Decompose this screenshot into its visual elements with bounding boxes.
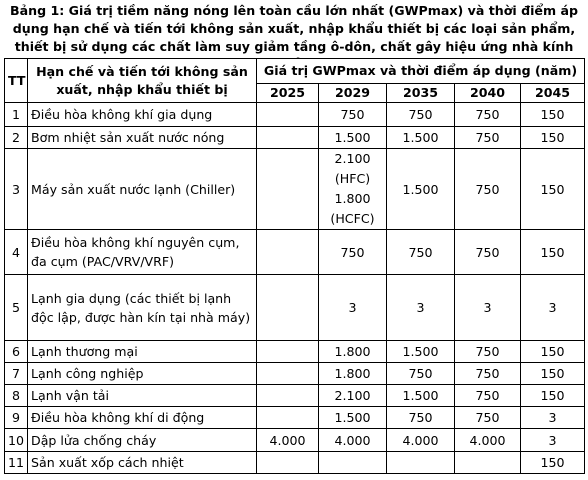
table-row	[5, 341, 585, 363]
cell-2045: 150	[521, 363, 585, 385]
cell-2045: 150	[521, 230, 585, 275]
cell-2025	[257, 452, 319, 474]
table-row	[5, 275, 585, 341]
cell-2025: 4.000	[257, 429, 319, 452]
cell-2029	[319, 452, 387, 474]
cell-2040: 4.000	[455, 429, 521, 452]
cell-2035: 4.000	[387, 429, 455, 452]
cell-name: Lạnh gia dụng (các thiết bị lạnh độc lập, được hàn kín tại nhà máy)	[28, 275, 257, 341]
cell-2045: 3	[521, 429, 585, 452]
cell-2045: 3	[521, 275, 585, 341]
cell-2035	[387, 452, 455, 474]
cell-2035: 1.500	[387, 149, 455, 230]
cell-2035: 750	[387, 407, 455, 429]
cell-2025	[257, 363, 319, 385]
cell-name: Máy sản xuất nước lạnh (Chiller)	[28, 149, 257, 230]
cell-2045: 150	[521, 385, 585, 407]
cell-2029: 750	[319, 230, 387, 275]
cell-tt: 9	[5, 407, 28, 429]
cell-tt: 7	[5, 363, 28, 385]
cell-2035: 750	[387, 363, 455, 385]
cell-2045: 150	[521, 452, 585, 474]
cell-2025	[257, 127, 319, 149]
cell-2040: 750	[455, 341, 521, 363]
cell-2025	[257, 385, 319, 407]
cell-2035: 1.500	[387, 127, 455, 149]
cell-tt: 8	[5, 385, 28, 407]
table-row	[5, 407, 585, 429]
cell-2029: 4.000	[319, 429, 387, 452]
cell-2040: 750	[455, 149, 521, 230]
table-caption: Bảng 1: Giá trị tiềm năng nóng lên toàn cầu lớn nhất (GWPmax) và thời điểm áp dụng hạn chế và tiến tới không sản xuất, nhập khẩu thiết bị các loại sản phẩm, thiết bị sử dụng các chất làm suy giảm tầng ô-dôn, chất gây hiệu ứng nhà kính	[10, 3, 578, 54]
table-row	[5, 363, 585, 385]
cell-2029: 1.800	[319, 341, 387, 363]
cell-tt: 11	[5, 452, 28, 474]
header-year-2035: 2035	[387, 84, 455, 103]
cell-2029: 1.800	[319, 363, 387, 385]
cell-2029: 2.100	[319, 385, 387, 407]
cell-2029-line: (HCFC)	[330, 211, 375, 226]
gwp-table	[4, 58, 585, 474]
cell-2035: 3	[387, 275, 455, 341]
cell-2040: 3	[455, 275, 521, 341]
table-row	[5, 452, 585, 474]
cell-tt: 4	[5, 230, 28, 275]
header-year-2045: 2045	[521, 84, 585, 103]
header-year-2025: 2025	[257, 84, 319, 103]
cell-2040: 750	[455, 103, 521, 127]
cell-2025	[257, 149, 319, 230]
table-row	[5, 103, 585, 127]
cell-2025	[257, 341, 319, 363]
cell-2040: 750	[455, 363, 521, 385]
header-item: Hạn chế và tiến tới không sản xuất, nhập khẩu thiết bị	[28, 59, 257, 103]
cell-name: Lạnh công nghiệp	[28, 363, 257, 385]
cell-name: Điều hòa không khí gia dụng	[28, 103, 257, 127]
cell-2045: 150	[521, 127, 585, 149]
cell-2035: 1.500	[387, 385, 455, 407]
cell-2035: 750	[387, 103, 455, 127]
table-row	[5, 429, 585, 452]
cell-2029-line: 2.100	[334, 151, 371, 166]
cell-2029: 1.500	[319, 407, 387, 429]
cell-2025	[257, 103, 319, 127]
cell-2025	[257, 407, 319, 429]
cell-name: Lạnh vận tải	[28, 385, 257, 407]
cell-2035: 750	[387, 230, 455, 275]
table-row	[5, 149, 585, 230]
header-year-2040: 2040	[455, 84, 521, 103]
cell-2025	[257, 230, 319, 275]
header-year-2029: 2029	[319, 84, 387, 103]
cell-2040	[455, 452, 521, 474]
cell-name: Bơm nhiệt sản xuất nước nóng	[28, 127, 257, 149]
cell-name: Sản xuất xốp cách nhiệt	[28, 452, 257, 474]
cell-2040: 750	[455, 407, 521, 429]
cell-2045: 150	[521, 149, 585, 230]
cell-2029: 1.500	[319, 127, 387, 149]
cell-tt: 1	[5, 103, 28, 127]
cell-2029: 750	[319, 103, 387, 127]
cell-2029-line: (HFC)	[334, 171, 371, 186]
cell-2040: 750	[455, 385, 521, 407]
cell-2045: 3	[521, 407, 585, 429]
cell-tt: 2	[5, 127, 28, 149]
cell-2035: 1.500	[387, 341, 455, 363]
cell-2040: 750	[455, 127, 521, 149]
cell-2029-multiline	[319, 149, 387, 230]
cell-2029-line: 1.800	[334, 191, 371, 206]
cell-2029: 3	[319, 275, 387, 341]
header-tt: TT	[5, 59, 28, 103]
cell-tt: 10	[5, 429, 28, 452]
cell-name: Lạnh thương mại	[28, 341, 257, 363]
cell-tt: 5	[5, 275, 28, 341]
cell-2025	[257, 275, 319, 341]
table-row	[5, 127, 585, 149]
cell-2040: 750	[455, 230, 521, 275]
cell-2045: 150	[521, 103, 585, 127]
table-row	[5, 230, 585, 275]
cell-name: Điều hòa không khí di động	[28, 407, 257, 429]
header-gwp-group: Giá trị GWPmax và thời điểm áp dụng (năm)	[257, 59, 585, 84]
cell-name: Điều hòa không khí nguyên cụm, đa cụm (PAC/VRV/VRF)	[28, 230, 257, 275]
cell-name: Dập lửa chống cháy	[28, 429, 257, 452]
cell-tt: 3	[5, 149, 28, 230]
cell-2045: 150	[521, 341, 585, 363]
header-row-1	[5, 59, 585, 84]
table-row	[5, 385, 585, 407]
cell-tt: 6	[5, 341, 28, 363]
